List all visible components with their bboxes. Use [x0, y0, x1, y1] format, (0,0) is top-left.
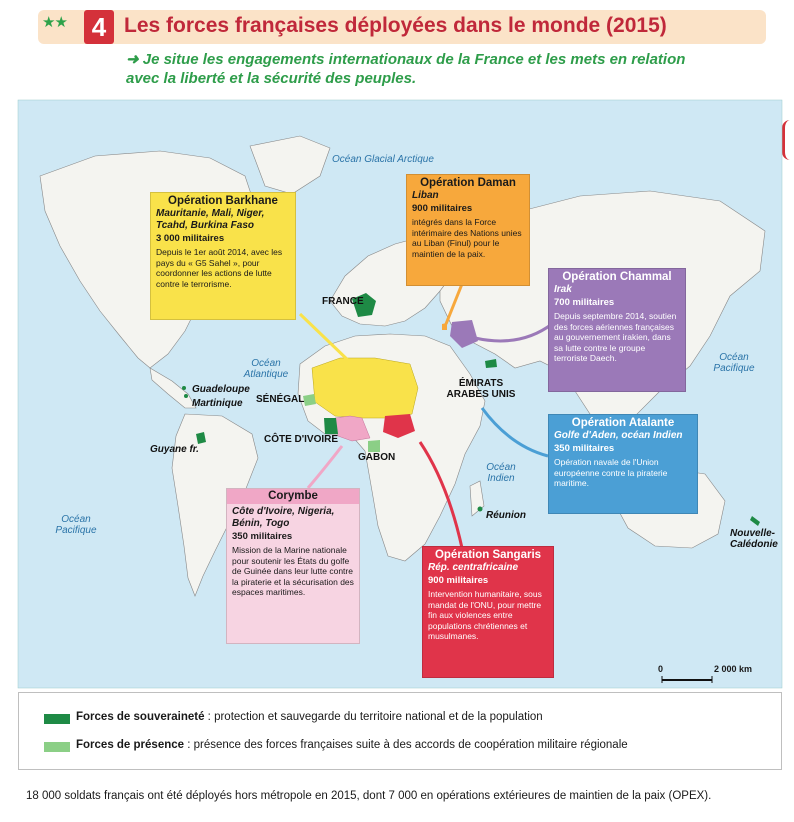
box-barkhane [150, 192, 296, 320]
martinique-dot [184, 394, 188, 398]
barkhane-count: 3 000 militaires [156, 232, 225, 244]
legend-presence-desc: : présence des forces françaises suite à des accords de coopération militaire régionale [184, 739, 628, 751]
guadeloupe-dot [182, 386, 186, 390]
label-gabon: GABON [358, 452, 396, 463]
box-atalante [548, 414, 698, 514]
chammal-count: 700 militaires [554, 296, 615, 308]
senegal-region [303, 394, 316, 406]
daman-title: Opération Daman [420, 177, 516, 189]
gabon-region [368, 440, 380, 452]
label-cote-ivoire: CÔTE D'IVOIRE [264, 434, 339, 445]
label-martinique: Martinique [192, 398, 243, 409]
cote-ivoire-region [324, 418, 338, 434]
box-sangaris [422, 546, 554, 678]
chammal-title: Opération Chammal [562, 271, 672, 283]
sangaris-count: 900 militaires [428, 574, 489, 586]
legend-presence-title: Forces de présence [76, 739, 185, 751]
legend-item-souverainete [76, 711, 543, 723]
daman-zone-text: Liban [412, 189, 439, 201]
ocean-label-pacifique-ouest: Océan Pacifique [55, 514, 97, 536]
ocean-label-indien: Océan Indien [486, 462, 516, 484]
label-guadeloupe: Guadeloupe [192, 384, 250, 395]
sangaris-zone-text: Rép. centrafricaine [428, 561, 519, 573]
world-map [0, 96, 794, 690]
reunion-dot [478, 507, 483, 512]
legend-item-presence [76, 739, 628, 751]
label-senegal: SÉNÉGAL [256, 394, 305, 405]
box-daman [406, 174, 530, 286]
scale-zero: 0 [658, 664, 664, 674]
atalante-desc: Opération navale de l'Union européenne contre la piraterie maritime. [554, 457, 668, 488]
label-emirats: ÉMIRATS ARABES UNIS [446, 378, 516, 400]
label-guyane: Guyane fr. [150, 444, 199, 455]
box-corymbe [226, 488, 360, 644]
barkhane-desc: Depuis le 1er août 2014, avec les pays du « G5 Sahel », pour coordonner les actions de lutte contre le terrorisme. [156, 247, 283, 289]
legend-souverainete-desc: : protection et sauvegarde du territoire national et de la population [204, 711, 543, 723]
corymbe-desc: Mission de la Marine nationale pour soutenir les États du golfe de Guinée dans leur lutte contre la piraterie et la sécurisation des espaces maritimes. [232, 545, 354, 597]
legend-souverainete-title: Forces de souveraineté [76, 711, 205, 723]
corymbe-title: Corymbe [227, 489, 359, 504]
legend-swatch-presence [44, 742, 70, 752]
label-france: FRANCE [322, 296, 364, 307]
label-caledonie: Nouvelle-Calédonie [730, 528, 778, 550]
sangaris-desc: Intervention humanitaire, sous mandat de l'ONU, pour mettre fin aux violences entre populations chrétiennes et musulmanes. [428, 589, 542, 641]
document-number: 4 [84, 10, 114, 44]
atalante-count: 350 militaires [554, 442, 615, 454]
chammal-desc: Depuis septembre 2014, soutien des forces aériennes françaises au gouvernement irakien, dans sa lutte contre le groupe terroriste Daech. [554, 311, 677, 363]
barkhane-title: Opération Barkhane [168, 195, 278, 207]
barkhane-zone-text: Mauritanie, Mali, Niger, Tcahd, Burkina Faso [156, 207, 265, 231]
box-chammal [548, 268, 686, 392]
corymbe-count: 350 militaires [232, 530, 293, 542]
footer-note: 18 000 soldats français ont été déployés hors métropole en 2015, dont 7 000 en opérations extérieures de maintien de la paix (OPEX). [26, 790, 712, 802]
atalante-zone-text: Golfe d'Aden, océan Indien [554, 429, 683, 441]
difficulty-stars: ★★ [42, 14, 67, 31]
atalante-title: Opération Atalante [571, 417, 675, 429]
chammal-zone-text: Irak [554, 283, 572, 295]
page-subtitle: ➜ Je situe les engagements internationaux de la France et les mets en relation avec la liberté et la sécurité des peuples. [126, 51, 686, 87]
map-legend [18, 692, 782, 770]
corymbe-zone-text: Côte d'Ivoire, Nigeria, Bénin, Togo [232, 505, 335, 529]
barkhane-zone [312, 358, 418, 418]
daman-desc: intégrés dans la Force intérimaire des Nations unies au Liban (Finul) pour le maintien de la paix. [412, 217, 522, 259]
ocean-label-atlantique: Océan Atlantique [243, 358, 289, 380]
page-title: Les forces françaises déployées dans le monde (2015) [124, 14, 667, 37]
ocean-label-pacifique-est: Océan Pacifique [713, 352, 755, 374]
scale-distance: 2 000 km [714, 664, 753, 674]
ocean-label-glacial: Océan Glacial Arctique [332, 154, 434, 165]
daman-count: 900 militaires [412, 202, 473, 214]
legend-swatch-souverainete [44, 714, 70, 724]
label-reunion: Réunion [486, 510, 526, 521]
sangaris-title: Opération Sangaris [434, 549, 542, 561]
